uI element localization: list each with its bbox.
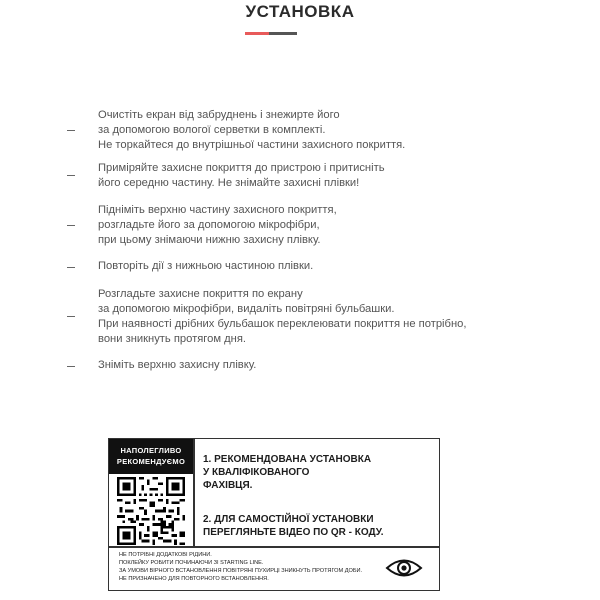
recommendation-point-1: 1. РЕКОМЕНДОВАНА УСТАНОВКА У КВАЛІФІКОВАНОГО ФАХІВЦЯ.: [203, 454, 372, 491]
divider-horizontal: [109, 546, 439, 548]
title-underline: [245, 32, 297, 35]
step-bullet: [67, 225, 75, 226]
recommend-badge: НАПОЛЕГЛИВО РЕКОМЕНДУЄМО: [109, 439, 193, 474]
divider-vertical: [193, 439, 195, 546]
step-text: Зніміть верхню захисну плівку.: [98, 359, 257, 371]
step-bullet: [67, 267, 75, 268]
note-item: ЗА УМОВИ ВІРНОГО ВСТАНОВЛЕННЯ ПОВІТРЯНІ ПУХИРЦІ ЗНИКНУТЬ ПРОТЯГОМ ДОБИ.: [119, 568, 363, 574]
note-item: ПОКЛЕЙКУ РОБИТИ ПОЧИНАЮЧИ ЗІ STARTING LINE.: [119, 560, 264, 566]
recommendation-point-2: 2. ДЛЯ САМОСТІЙНОЇ УСТАНОВКИ ПЕРЕГЛЯНЬТЕ ВІДЕО ПО QR - КОДУ.: [203, 514, 384, 538]
note-item: НЕ ПРИЗНАЧЕНО ДЛЯ ПОВТОРНОГО ВСТАНОВЛЕННЯ.: [119, 576, 269, 582]
step-bullet: [67, 316, 75, 317]
step-text: Підніміть верхню частину захисного покриття, розгладьте його за допомогою мікрофібри, при цьому знімаючи нижню захисну плівку.: [98, 204, 337, 246]
step-text: Приміряйте захисне покриття до пристрою і притисніть його середню частину. Не знімайте захисні плівки!: [98, 162, 385, 189]
note-item: НЕ ПОТРІБНІ ДОДАТКОВІ РІДИНИ.: [119, 552, 212, 558]
notes-list: [119, 551, 389, 583]
eye-icon: [385, 555, 423, 581]
underline-red-segment: [245, 32, 269, 35]
step-text: Повторіть дії з нижньою частиною плівки.: [98, 260, 314, 272]
page-title: УСТАНОВКА: [245, 2, 355, 21]
step-text: Очистіть екран від забруднень і знежирте його за допомогою вологої серветки в комплекті. Не торкайтеся до внутрішньої частини захисного покриття.: [98, 109, 406, 151]
step-bullet: [67, 175, 75, 176]
step-bullet: [67, 130, 75, 131]
step-bullet: [67, 366, 75, 367]
step-text: Розгладьте захисне покриття по екрану за допомогою мікрофібри, видаліть повітряні бульбашки. При наявності дрібних бульбашок переклеювати покриття не потрібно, вони зникнуть протягом дня.: [98, 288, 467, 345]
recommendation-box: [108, 438, 440, 591]
qr-code-icon[interactable]: [117, 477, 185, 545]
underline-gray-segment: [269, 32, 297, 35]
